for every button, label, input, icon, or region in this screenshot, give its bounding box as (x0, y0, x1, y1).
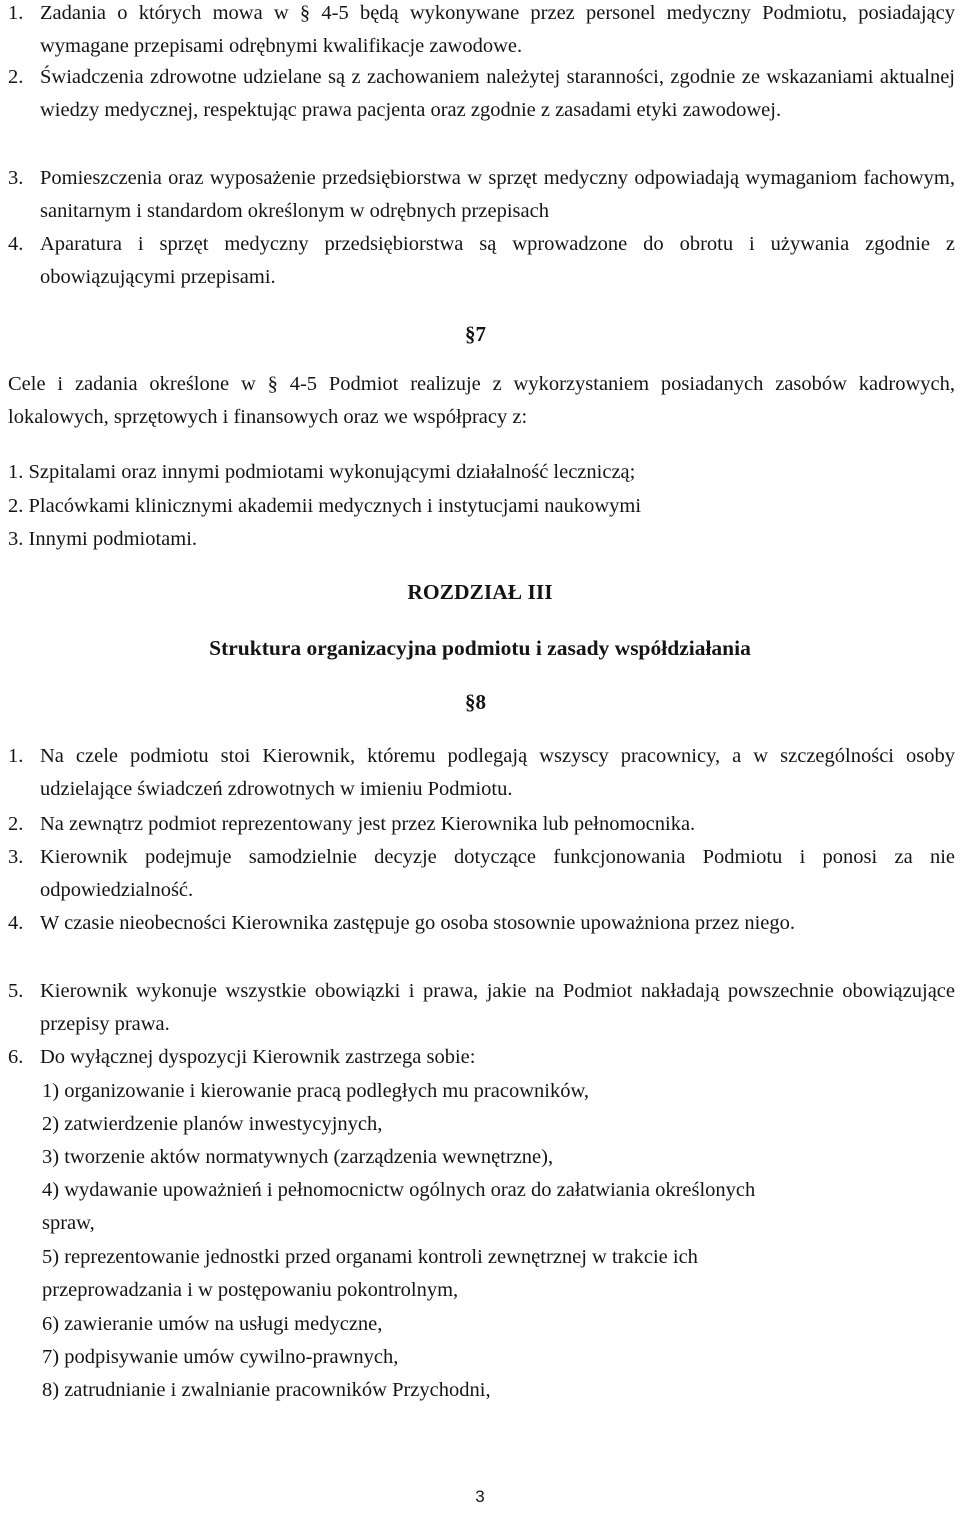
list-number: 6. (8, 1046, 24, 1068)
page-number: 3 (475, 1487, 485, 1506)
paragraph-sign-8: §8 (465, 690, 486, 714)
list-item: 3. Innymi podmiotami. (8, 528, 198, 550)
list-number: 2. (8, 66, 24, 88)
sub-item: 6) zawieranie umów na usługi medyczne, (42, 1313, 383, 1335)
sub-item: 5) reprezentowanie jednostki przed organami kontroli zewnętrznej w trakcie ich (42, 1246, 698, 1268)
list-number: 4. (8, 912, 24, 934)
sub-item: przeprowadzania i w postępowaniu pokontrolnym, (42, 1279, 459, 1301)
list-text: Kierownik podejmuje samodzielnie decyzje dotyczące funkcjonowania Podmiotu i ponosi za nie odpowiedzialność. (40, 846, 955, 902)
sub-item: spraw, (42, 1212, 95, 1234)
sub-item: 4) wydawanie upoważnień i pełnomocnictw ogólnych oraz do załatwiania określonych (42, 1179, 756, 1201)
list-item (0, 907, 955, 940)
list-text: Na czele podmiotu stoi Kierownik, któremu podlegają wszyscy pracownicy, a w szczególności osoby udzielające świadczeń zdrowotnych w imieniu Podmiotu. (40, 745, 955, 801)
list-number: 2. (8, 813, 24, 835)
section7-intro (0, 368, 955, 435)
sub-item: 7) podpisywanie umów cywilno-prawnych, (42, 1346, 399, 1368)
list-number: 1. (8, 745, 24, 767)
list-item (0, 0, 955, 64)
chapter-title: ROZDZIAŁ III (407, 580, 553, 604)
list-item (0, 162, 955, 229)
list-text: Do wyłącznej dyspozycji Kierownik zastrzega sobie: (40, 1046, 476, 1068)
list-text: Kierownik wykonuje wszystkie obowiązki i prawa, jakie na Podmiot nakładają powszechnie obowiązujące przepisy prawa. (40, 980, 955, 1036)
list-item (0, 740, 955, 807)
list-item (0, 975, 955, 1042)
sub-item: 3) tworzenie aktów normatywnych (zarządzenia wewnętrzne), (42, 1146, 554, 1168)
list-text: Świadczenia zdrowotne udzielane są z zachowaniem należytej staranności, zgodnie ze wskazaniami aktualnej wiedzy medycznej, respektując prawa pacjenta oraz zgodnie z zasadami etyki zawodowej. (40, 66, 955, 122)
list-item (0, 228, 955, 295)
chapter-subtitle: Struktura organizacyjna podmiotu i zasady współdziałania (209, 636, 751, 660)
sub-item: 2) zatwierdzenie planów inwestycyjnych, (42, 1113, 383, 1135)
list-text: W czasie nieobecności Kierownika zastępuje go osoba stosownie upoważniona przez niego. (40, 912, 796, 934)
list-text: Na zewnątrz podmiot reprezentowany jest przez Kierownika lub pełnomocnika. (40, 813, 696, 835)
sub-item: 1) organizowanie i kierowanie pracą podległych mu pracowników, (42, 1080, 590, 1102)
list-number: 3. (8, 167, 24, 189)
list-item: 2. Placówkami klinicznymi akademii medycznych i instytucjami naukowymi (8, 495, 642, 517)
paragraph-sign-7: §7 (465, 322, 486, 346)
list-item (0, 1041, 955, 1074)
list-number: 1. (8, 2, 24, 24)
list-text: Aparatura i sprzęt medyczny przedsiębiorstwa są wprowadzone do obrotu i używania zgodnie z obowiązującymi przepisami. (40, 233, 955, 289)
sub-item: 8) zatrudnianie i zwalnianie pracowników Przychodni, (42, 1379, 491, 1401)
list-item: 1. Szpitalami oraz innymi podmiotami wykonującymi działalność leczniczą; (8, 461, 636, 483)
list-number: 4. (8, 233, 24, 255)
list-item (0, 61, 955, 128)
list-text: Pomieszczenia oraz wyposażenie przedsiębiorstwa w sprzęt medyczny odpowiadają wymaganiom fachowym, sanitarnym i standardom określonym w odrębnych przepisach (40, 167, 955, 223)
list-number: 5. (8, 980, 24, 1002)
list-text: Zadania o których mowa w § 4-5 będą wykonywane przez personel medyczny Podmiotu, posiadający wymagane przepisami odrębnymi kwalifikacje zawodowe. (40, 2, 955, 58)
intro-text: Cele i zadania określone w § 4-5 Podmiot realizuje z wykorzystaniem posiadanych zasobów kadrowych, lokalowych, sprzętowych i finansowych oraz we współpracy z: (8, 373, 955, 429)
list-number: 3. (8, 846, 24, 868)
list-item (0, 808, 955, 841)
list-item (0, 841, 955, 908)
